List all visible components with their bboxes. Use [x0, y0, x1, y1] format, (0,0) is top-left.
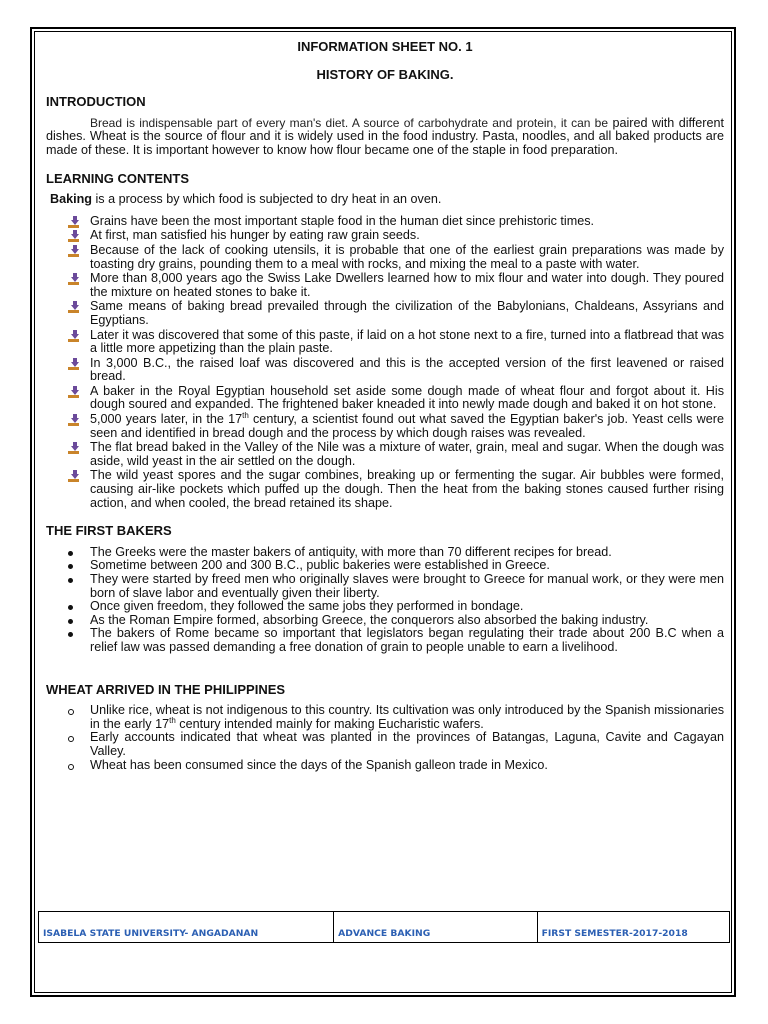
list-item-text: The Greeks were the master bakers of antiquity, with more than 70 different recipes for bread.: [90, 544, 612, 559]
arrow-down-icon: [68, 230, 80, 242]
arrow-down-icon: [68, 358, 80, 370]
superscript: th: [242, 410, 249, 420]
introduction-paragraph: [46, 117, 724, 158]
baking-definition-text: is a process by which food is subjected to dry heat in an oven.: [92, 192, 442, 207]
arrow-down-icon: [68, 386, 80, 398]
list-item: [46, 410, 724, 440]
list-item-text: Once given freedom, they followed the same jobs they performed in bondage.: [90, 599, 524, 614]
list-item: [90, 546, 724, 560]
footer-course: ADVANCE BAKING: [334, 912, 537, 942]
list-item-text: Sometime between 200 and 300 B.C., public bakeries were established in Greece.: [90, 558, 550, 573]
arrow-down-icon: [68, 414, 80, 426]
list-item-text: As the Roman Empire formed, absorbing Greece, the conquerors also absorbed the baking industry.: [90, 612, 649, 627]
list-item: [46, 329, 724, 356]
list-item: [90, 704, 724, 731]
list-item: [46, 300, 724, 327]
list-item: [90, 731, 724, 758]
introduction-heading: INTRODUCTION: [46, 94, 146, 110]
list-item: [90, 627, 724, 654]
bullet-icon: [68, 764, 74, 770]
list-item-text: The bakers of Rome became so important that legislators began regulating their trade about 200 B.C when a relief law was passed demanding a free donation of grain to people unable to earn a livelihood.: [90, 626, 724, 654]
sheet-title: INFORMATION SHEET NO. 1: [297, 39, 473, 54]
bullet-icon: [68, 736, 74, 742]
list-item: [46, 244, 724, 271]
list-item-text: In 3,000 B.C., the raised loaf was discovered and this is the accepted version of the first leavened or raised bread.: [90, 355, 724, 384]
arrow-down-icon: [68, 273, 80, 285]
list-item-text: More than 8,000 years ago the Swiss Lake Dwellers learned how to mix flour and water into dough. They poured the mixture on heated stones to bake it.: [90, 271, 724, 299]
list-item: [46, 441, 724, 468]
arrow-down-icon: [68, 330, 80, 342]
list-item-text: They were started by freed men who originally slaves were brought to Greece for manual work, or they were men born of slave labor and eventually given their liberty.: [90, 572, 724, 600]
learning-list: [46, 215, 724, 510]
list-item-text: 5,000 years later, in the 17: [90, 412, 243, 427]
baking-term: Baking: [50, 192, 92, 207]
bullet-icon: [68, 551, 73, 556]
list-item-text: Later it was discovered that some of this paste, if laid on a hot stone next to a fire, turned into a flatbread that was a little more appetizing than the plain paste.: [90, 327, 724, 356]
footer-table: [38, 911, 730, 943]
list-item-text: Grains have been the most important staple food in the human diet since prehistoric times.: [90, 213, 595, 228]
list-item: [90, 614, 724, 628]
bullet-icon: [68, 632, 73, 637]
list-item-text: Same means of baking bread prevailed through the civilization of the Babylonians, Chaldeans, Assyrians and Egyptians.: [90, 299, 724, 327]
list-item: [46, 215, 724, 229]
arrow-down-icon: [68, 301, 80, 313]
list-item-text: Wheat has been consumed since the days of the Spanish galleon trade in Mexico.: [90, 757, 548, 772]
footer-university: ISABELA STATE UNIVERSITY- ANGADANAN: [39, 912, 334, 942]
document-body: [46, 38, 724, 772]
bullet-icon: [68, 605, 73, 610]
wheat-list: [46, 704, 724, 772]
bullet-icon: [68, 578, 73, 583]
list-item-text: The flat bread baked in the Valley of the Nile was a mixture of water, grain, meal and sugar. When the dough was aside, wild yeast in the air settled on the dough.: [90, 440, 724, 468]
list-item: [46, 357, 724, 384]
list-item: [46, 385, 724, 412]
list-item: [90, 600, 724, 614]
arrow-down-icon: [68, 245, 80, 257]
list-item: [46, 469, 724, 510]
introduction-lead: Bread is indispensable part of every man's diet. A source of carbohydrate and protein, it can be: [90, 115, 609, 130]
bullet-icon: [68, 709, 74, 715]
list-item-text: At first, man satisfied his hunger by eating raw grain seeds.: [90, 228, 420, 243]
list-item-text: Unlike rice, wheat is not indigenous to this country. Its cultivation was only introduced by the Spanish missionaries in the early 17: [90, 703, 724, 731]
baking-definition: [46, 193, 724, 207]
list-item: [90, 559, 724, 573]
arrow-down-icon: [68, 216, 80, 228]
list-item-text: century intended mainly for making Eucharistic wafers.: [175, 716, 484, 731]
bullet-icon: [68, 564, 73, 569]
list-item-text: The wild yeast spores and the sugar combines, breaking up or fermenting the sugar. Air bubbles were formed, causing air-like pockets which puffed up the dough. Then the heat from the baking stones caused further rising action, and when cooled, the bread retained its shape.: [90, 468, 724, 510]
wheat-heading: WHEAT ARRIVED IN THE PHILIPPINES: [46, 681, 286, 697]
list-item-text: A baker in the Royal Egyptian household set aside some dough made of wheat flour and forgot about it. His dough soured and expanded. The frightened baker kneaded it into newly made dough and baked it on hot stone.: [90, 383, 724, 412]
list-item: [90, 759, 724, 773]
arrow-down-icon: [68, 442, 80, 454]
first-bakers-list: [46, 546, 724, 655]
list-item: [46, 229, 724, 243]
bullet-icon: [68, 619, 73, 624]
list-item-text: century, a scientist found out what saved the Egyptian baker's job. Yeast cells were seen and identified in bread dough and the process by which dough raises was revealed.: [90, 412, 724, 440]
superscript: th: [169, 715, 176, 725]
list-item: [46, 272, 724, 299]
list-item-text: Because of the lack of cooking utensils, it is probable that one of the earliest grain preparations was made by toasting dry grains, pounding them to a meal with rocks, and mixing the meal to a paste with water.: [90, 242, 724, 271]
footer-semester: FIRST SEMESTER-2017-2018: [541, 928, 688, 939]
learning-heading: LEARNING CONTENTS: [46, 170, 189, 186]
arrow-down-icon: [68, 470, 80, 482]
list-item-text: Early accounts indicated that wheat was planted in the provinces of Batangas, Laguna, Cavite and Cagayan Valley.: [90, 730, 724, 758]
introduction-rest: paired with different dishes. Wheat is the source of flour and it is widely used in the food industry. Pasta, noodles, and all baked products are made of these. It is important however to know how flour became one of the staple in food preparation.: [46, 115, 724, 157]
list-item: [90, 573, 724, 600]
topic-title: HISTORY OF BAKING.: [316, 66, 454, 82]
first-bakers-heading: THE FIRST BAKERS: [46, 523, 172, 539]
